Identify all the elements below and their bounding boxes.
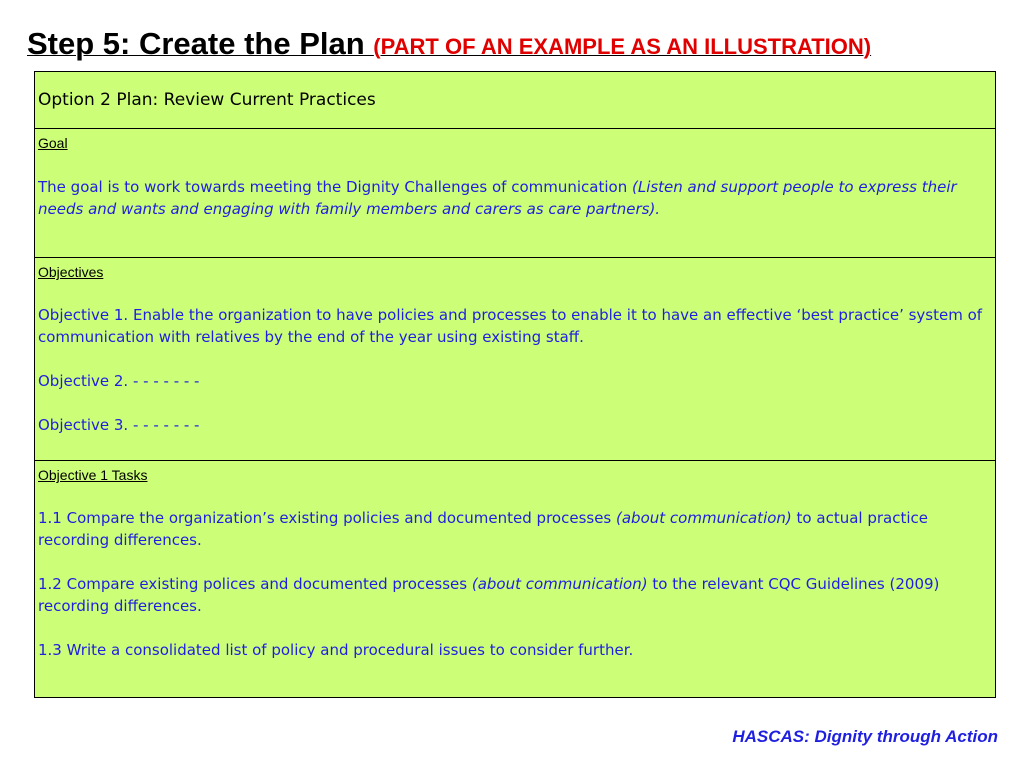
objectives-list bbox=[38, 304, 988, 436]
plan-heading: Option 2 Plan: Review Current Practices bbox=[38, 90, 376, 110]
tasks-list bbox=[38, 507, 988, 661]
objectives-label: Objectives bbox=[38, 264, 104, 280]
page-title-main: Step 5: Create the Plan bbox=[27, 26, 374, 61]
plan-table bbox=[34, 71, 996, 698]
task-1-1-text: 1.1 Compare the organization’s existing policies and documented processes bbox=[38, 509, 617, 527]
page-title-subtitle: (PART OF AN EXAMPLE AS AN ILLUSTRATION) bbox=[373, 34, 872, 59]
objective-2: Objective 2. - - - - - - - bbox=[38, 372, 200, 390]
plan-heading-section bbox=[35, 72, 995, 129]
goal-text bbox=[38, 176, 988, 220]
tasks-label: Objective 1 Tasks bbox=[38, 467, 148, 483]
task-1-2-text: 1.2 Compare existing polices and documented processes bbox=[38, 575, 472, 593]
footer-brand: HASCAS: Dignity through Action bbox=[732, 727, 998, 746]
objectives-section bbox=[35, 258, 995, 461]
page-title bbox=[27, 26, 871, 62]
goal-section bbox=[35, 129, 995, 258]
tasks-section bbox=[35, 461, 995, 699]
task-1-1-italic: (about communication) bbox=[616, 509, 792, 527]
task-1-2-rest: to the relevant CQC Guidelines (2009) recording differences. bbox=[38, 575, 940, 615]
objective-3: Objective 3. - - - - - - - bbox=[38, 416, 200, 434]
task-1-2-italic: (about communication) bbox=[471, 575, 648, 593]
task-1-1 bbox=[38, 507, 988, 551]
task-1-3: 1.3 Write a consolidated list of policy and procedural issues to consider further. bbox=[38, 641, 634, 659]
goal-text-main: The goal is to work towards meeting the Dignity Challenges of communication bbox=[38, 178, 632, 196]
task-1-2 bbox=[38, 573, 988, 617]
task-1-1-rest: to actual practice recording differences. bbox=[38, 509, 928, 549]
goal-label: Goal bbox=[38, 135, 68, 151]
goal-text-italic: (Listen and support people to express their needs and wants and engaging with family members and carers as care partners). bbox=[38, 178, 957, 218]
objective-1: Objective 1. Enable the organization to have policies and processes to enable it to have an effective ‘best practice’ system of communication with relatives by the end of the year using existing staff. bbox=[38, 306, 983, 346]
